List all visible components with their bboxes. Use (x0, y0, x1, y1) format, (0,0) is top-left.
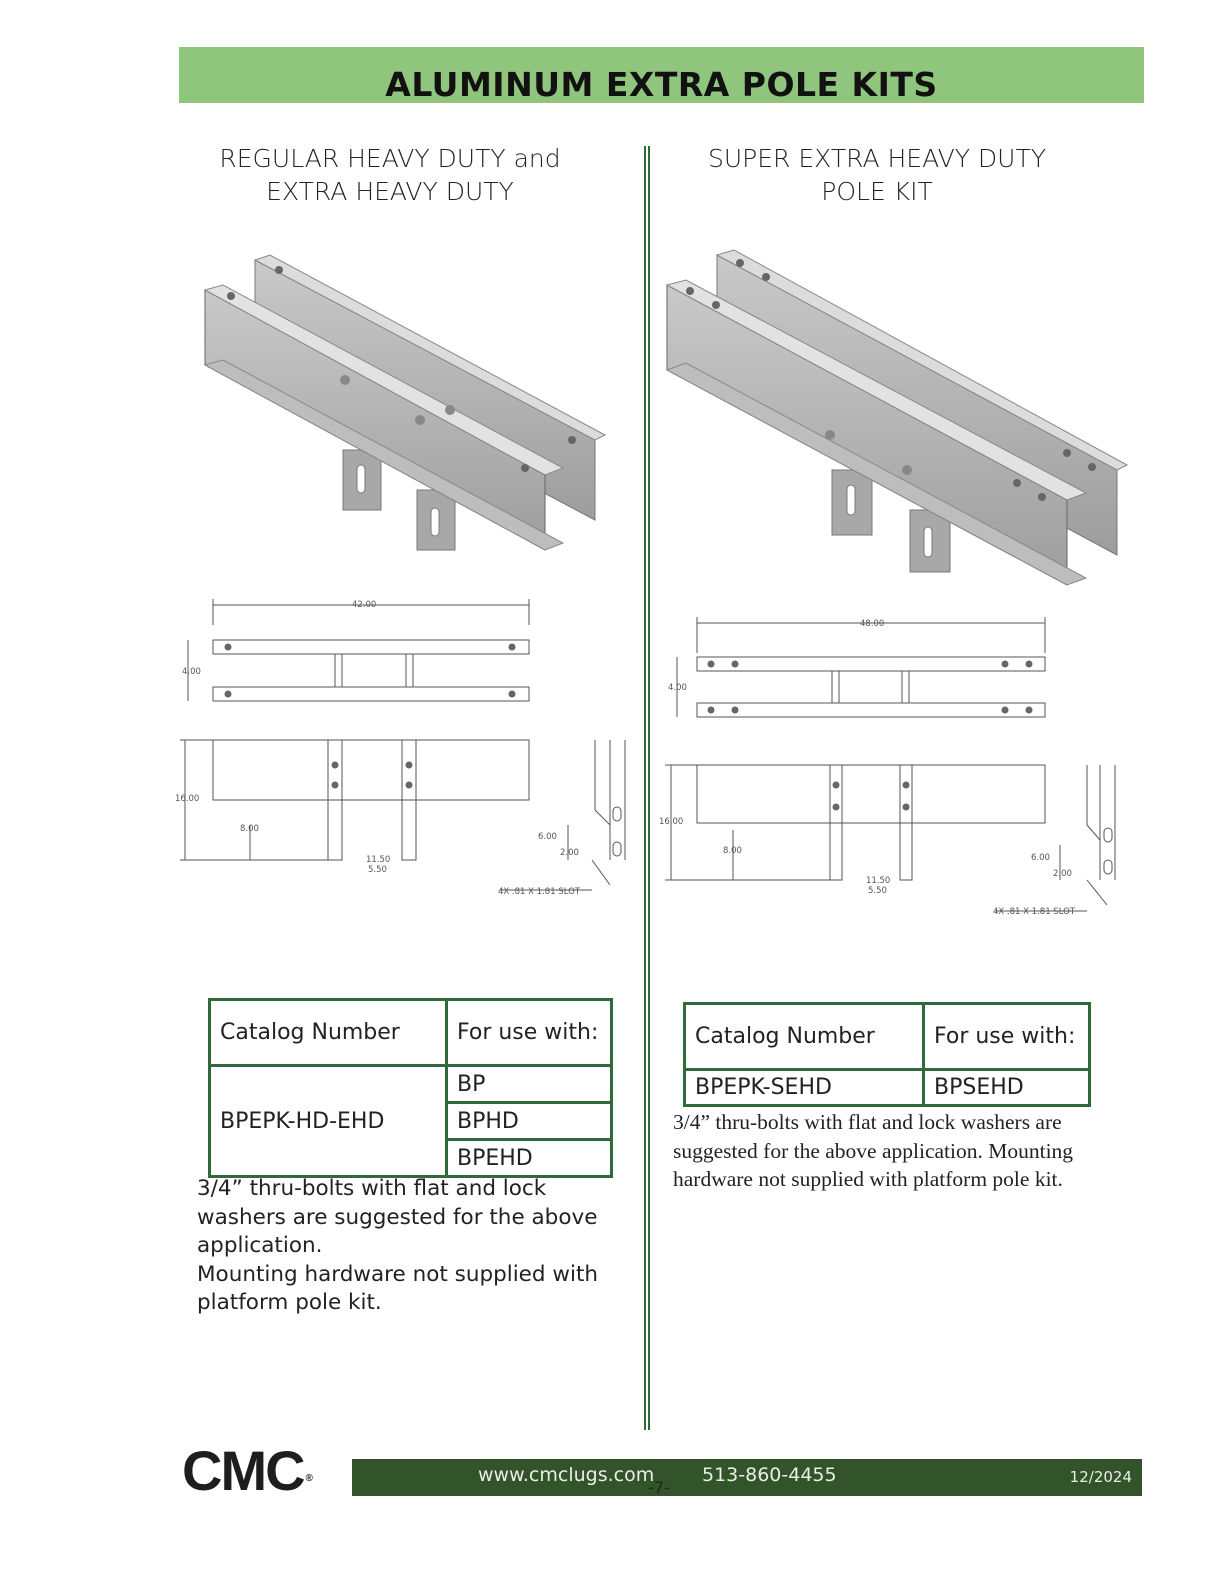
left-catalog-table (208, 998, 613, 1178)
left-header-catalog: Catalog Number (210, 1000, 447, 1066)
left-header-use: For use with: (447, 1000, 612, 1066)
left-use-bp: BP (447, 1066, 612, 1103)
left-leg-dim: 8.00 (240, 824, 259, 834)
left-slot-note: 4X .81 X 1.81 SLOT (498, 887, 581, 897)
title-banner (179, 47, 1144, 103)
right-heading-line2: POLE KIT (821, 177, 933, 206)
left-side-dim-b: 2.00 (560, 848, 579, 858)
left-note-line1: 3/4” thru-bolts with flat and lock washers are suggested for the above application. (197, 1176, 598, 1258)
left-width-dim: 42.00 (352, 600, 377, 610)
right-leg-pos-b: 5.50 (868, 886, 887, 896)
left-heading (180, 142, 600, 208)
left-technical-drawing (170, 595, 640, 900)
right-side-dim-b: 2.00 (1053, 869, 1072, 879)
left-use-bphd: BPHD (447, 1103, 612, 1140)
footer-phone: 513-860-4455 (702, 1464, 837, 1486)
left-spacing-dim: 4.00 (182, 667, 201, 677)
footer-bar (352, 1459, 1142, 1496)
left-pole-kit-render (195, 250, 615, 560)
cmc-logo (182, 1441, 311, 1501)
right-table-header-row (685, 1004, 1090, 1070)
right-note: 3/4” thru-bolts with flat and lock washers are suggested for the above application. Mounting hardware not supplied with platform pole kit. (673, 1110, 1074, 1191)
right-header-catalog: Catalog Number (685, 1004, 924, 1070)
right-use-bpsehd: BPSEHD (924, 1070, 1090, 1106)
left-table-header-row (210, 1000, 612, 1066)
right-catalog-table (683, 1002, 1091, 1107)
left-heading-line2: EXTRA HEAVY DUTY (266, 177, 514, 206)
right-slot-note: 4X .81 X 1.81 SLOT (993, 907, 1076, 917)
right-pole-kit-render (662, 245, 1132, 595)
left-use-bpehd: BPEHD (447, 1140, 612, 1177)
right-leg-pos-a: 11.50 (866, 876, 891, 886)
left-note (197, 1175, 637, 1318)
left-side-dim-a: 6.00 (538, 832, 557, 842)
left-note-line2: Mounting hardware not supplied with platform pole kit. (197, 1261, 599, 1315)
right-side-dim-a: 6.00 (1031, 853, 1050, 863)
right-height-dim: 16.00 (659, 817, 684, 827)
left-leg-pos-a: 11.50 (366, 855, 391, 865)
left-heading-line1: REGULAR HEAVY DUTY and (219, 144, 561, 173)
footer-website-link[interactable]: www.cmclugs.com (478, 1464, 655, 1486)
left-leg-pos-b: 5.50 (368, 865, 387, 875)
column-divider (644, 146, 650, 1430)
right-heading (667, 142, 1087, 208)
page-number: -7- (648, 1478, 670, 1497)
right-technical-drawing (655, 615, 1143, 920)
footer-date: 12/2024 (1069, 1468, 1132, 1486)
right-leg-dim: 8.00 (723, 846, 742, 856)
right-header-use: For use with: (924, 1004, 1090, 1070)
right-width-dim: 48.00 (860, 619, 885, 629)
registered-mark: ® (305, 1473, 313, 1484)
right-heading-line1: SUPER EXTRA HEAVY DUTY (707, 144, 1047, 173)
right-spacing-dim: 4.00 (668, 683, 687, 693)
logo-text: CMC (182, 1439, 304, 1502)
table-row (685, 1070, 1090, 1106)
right-catalog-number: BPEPK-SEHD (685, 1070, 924, 1106)
left-height-dim: 16.00 (175, 794, 200, 804)
left-catalog-number: BPEPK-HD-EHD (210, 1066, 447, 1177)
page-title: ALUMINUM EXTRA POLE KITS (385, 65, 938, 104)
table-row (210, 1066, 612, 1103)
